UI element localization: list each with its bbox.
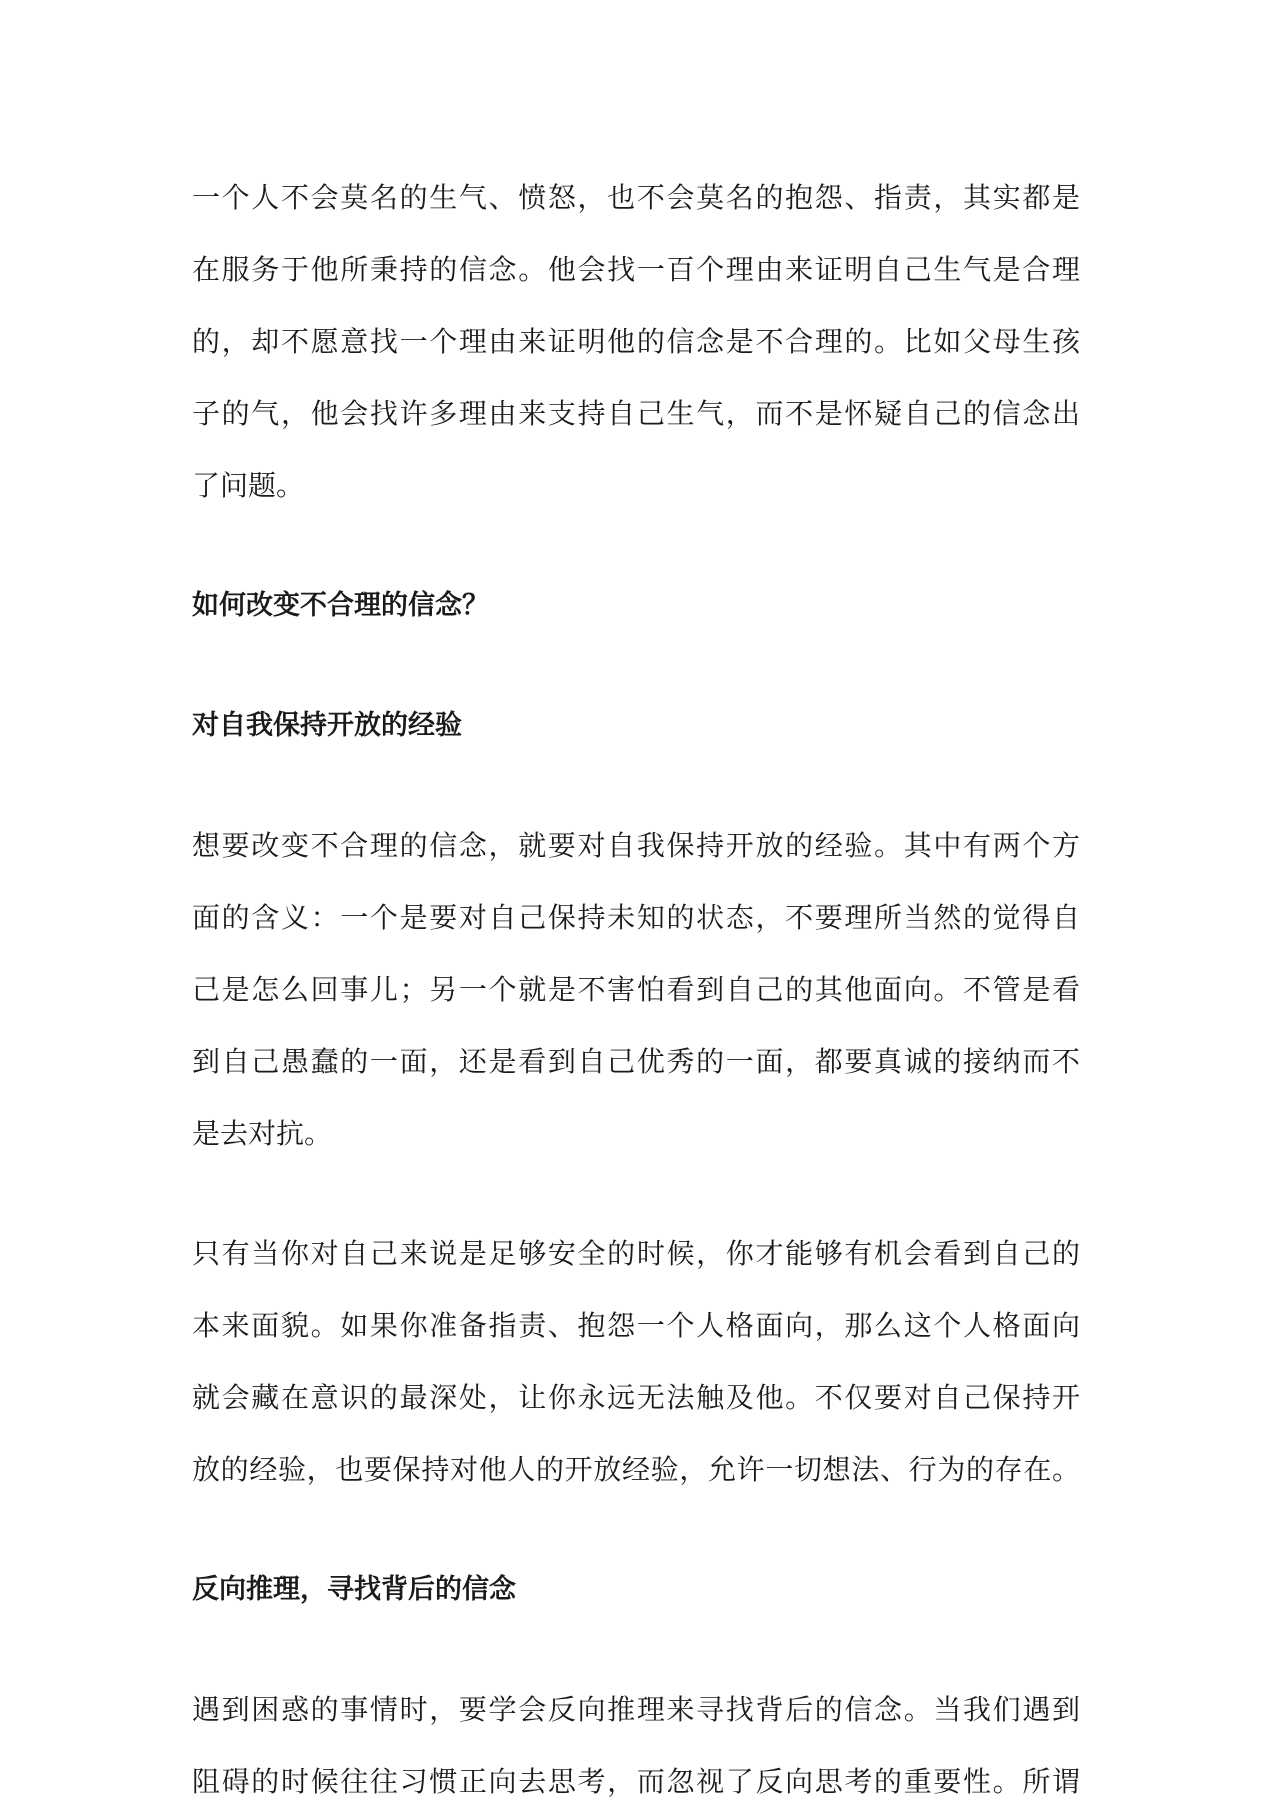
paragraph-line: 遇到困惑的事情时，要学会反向推理来寻找背后的信念。当我们遇到 [192,1693,1080,1726]
paragraph-line: 一个人不会莫名的生气、愤怒，也不会莫名的抱怨、指责，其实都是 [192,181,1080,214]
paragraph-line: 到自己愚蠢的一面，还是看到自己优秀的一面，都要真诚的接纳而不 [192,1045,1080,1078]
paragraph-line: 就会藏在意识的最深处，让你永远无法触及他。不仅要对自己保持开 [192,1381,1080,1414]
paragraph-line: 面的含义：一个是要对自己保持未知的状态，不要理所当然的觉得自 [192,901,1080,934]
paragraph-line: 子的气，他会找许多理由来支持自己生气，而不是怀疑自己的信念出 [192,397,1080,430]
paragraph-line: 放的经验，也要保持对他人的开放经验，允许一切想法、行为的存在。 [192,1453,1080,1486]
paragraph-line: 只有当你对自己来说是足够安全的时候，你才能够有机会看到自己的 [192,1237,1080,1270]
paragraph-line: 是去对抗。 [192,1117,333,1150]
paragraph-line: 了问题。 [192,469,305,502]
document-body [192,162,1080,1818]
section-heading-reverse-reasoning: 反向推理，寻找背后的信念 [192,1574,516,1605]
paragraph-line: 己是怎么回事儿；另一个就是不害怕看到自己的其他面向。不管是看 [192,973,1080,1006]
paragraph-3 [192,1218,1080,1506]
paragraph-line: 的，却不愿意找一个理由来证明他的信念是不合理的。比如父母生孩 [192,325,1080,358]
paragraph-line: 想要改变不合理的信念，就要对自我保持开放的经验。其中有两个方 [192,829,1080,862]
paragraph-line: 阻碍的时候往往习惯正向去思考，而忽视了反向思考的重要性。所谓 [192,1765,1080,1798]
section-heading-open-experience: 对自我保持开放的经验 [192,710,462,741]
section-heading-change-beliefs: 如何改变不合理的信念？ [192,590,489,621]
paragraph-line: 本来面貌。如果你准备指责、抱怨一个人格面向，那么这个人格面向 [192,1309,1080,1342]
paragraph-2 [192,810,1080,1170]
paragraph-line: 在服务于他所秉持的信念。他会找一百个理由来证明自己生气是合理 [192,253,1080,286]
paragraph-1 [192,162,1080,522]
paragraph-4 [192,1674,1080,1818]
